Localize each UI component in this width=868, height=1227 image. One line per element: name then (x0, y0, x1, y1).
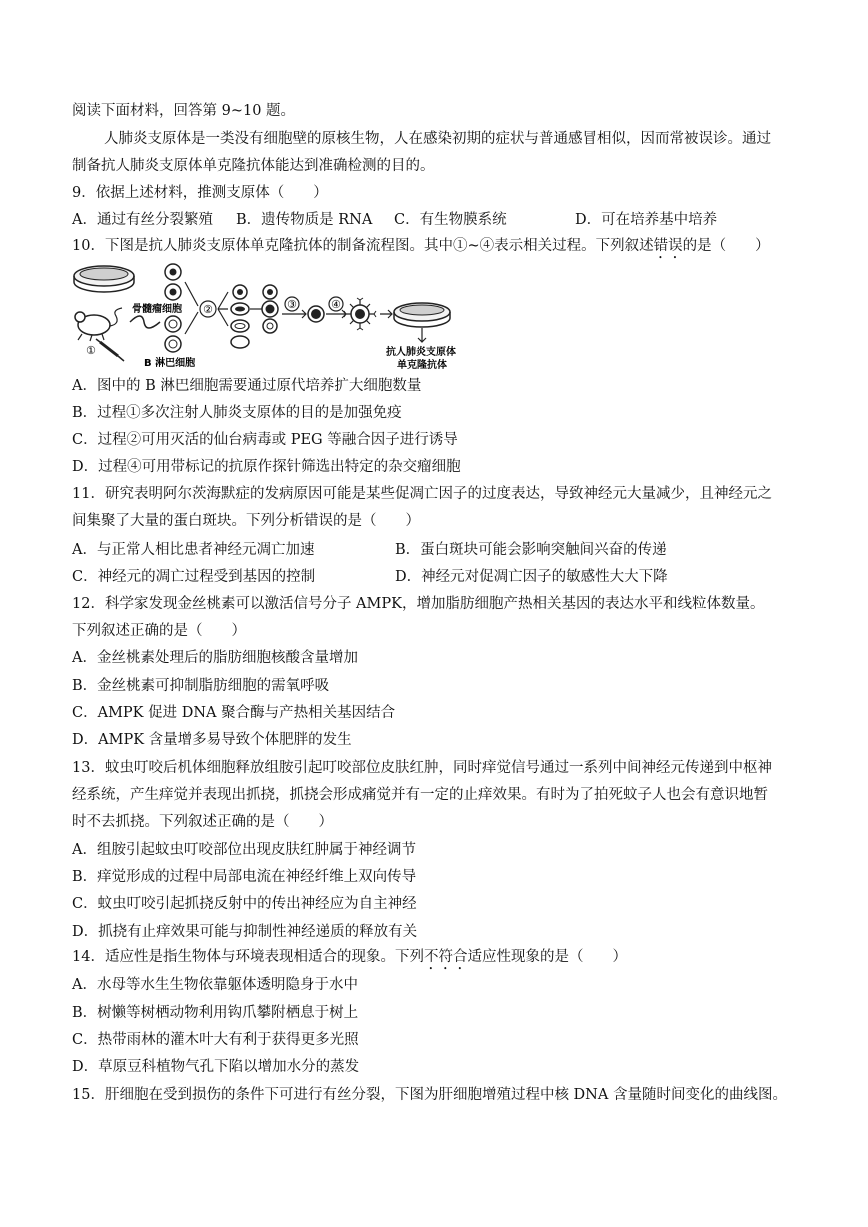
q11-option-c: C．神经元的凋亡过程受到基因的控制 (72, 569, 316, 585)
q10-stem-post: 的是（ ） (682, 238, 770, 254)
q14-stem-emphasis: 不符合 (423, 949, 468, 965)
label-product-2: 单克隆抗体 (397, 360, 447, 371)
q13-option-c: C．蚊虫叮咬引起抓挠反射中的传出神经应为自主神经 (72, 896, 417, 912)
q13-stem-line-2: 经系统，产生痒觉并表现出抓挠，抓挠会形成痛觉并有一定的止痒效果。有时为了拍死蚊子人也会有意识地暂 (72, 787, 768, 803)
hybridoma-cell-icon (308, 306, 324, 322)
arrow (380, 310, 392, 318)
step-1-label: ① (86, 344, 96, 357)
material-line-1: 人肺炎支原体是一类没有细胞壁的原核生物，人在感染初期的症状与普通感冒相似，因而常被误诊。通过 (104, 131, 771, 147)
q10-option-c: C．过程②可用灭活的仙台病毒或 PEG 等融合因子进行诱导 (72, 432, 458, 448)
q15-stem-line-1: 15．肝细胞在受到损伤的条件下可进行有丝分裂，下图为肝细胞增殖过程中核 DNA 含量随时间变化的曲线图。 (72, 1087, 787, 1103)
q9-stem: 9．依据上述材料，推测支原体（ ） (72, 185, 328, 201)
q12-option-b: B．金丝桃素可抑制脂肪细胞的需氧呼吸 (72, 678, 330, 694)
q14-stem-post: 适应性现象的是（ ） (467, 949, 627, 965)
q9-option-c: C．有生物膜系统 (394, 212, 507, 228)
culture-dish-product-icon (394, 303, 450, 327)
q14-option-a: A．水母等水生生物依靠躯体透明隐身于水中 (72, 977, 358, 993)
q13-option-a: A．组胺引起蚊虫叮咬部位出现皮肤红肿属于神经调节 (72, 842, 416, 858)
q12-stem-line-1: 12．科学家发现金丝桃素可以激活信号分子 AMPK，增加脂肪细胞产热相关基因的表达水平和线粒体数量。 (72, 596, 765, 612)
q12-stem-line-2: 下列叙述正确的是（ ） (72, 623, 246, 639)
q9-option-d: D．可在培养基中培养 (575, 212, 718, 228)
myeloma-cell-icon (165, 284, 181, 300)
arrow-down (418, 328, 426, 342)
q13-option-b: B．痒觉形成的过程中局部电流在神经纤维上双向传导 (72, 869, 417, 885)
step-4-label: ④ (331, 298, 341, 311)
antibody-secreting-cell-icon (344, 298, 376, 330)
label-myeloma: 骨髓瘤细胞 (132, 304, 182, 315)
culture-dish-top-icon (74, 266, 134, 292)
label-b-cell: B 淋巴细胞 (144, 358, 196, 369)
q11-option-d: D．神经元对促凋亡因子的敏感性大大下降 (395, 569, 668, 585)
q10-stem-pre: 10．下图是抗人肺炎支原体单克隆抗体的制备流程图。其中①~④表示相关过程。下列叙述 (72, 238, 654, 254)
q12-option-a: A．金丝桃素处理后的脂肪细胞核酸含量增加 (72, 650, 358, 666)
q14-option-c: C．热带雨林的灌木叶大有利于获得更多光照 (72, 1032, 359, 1048)
q13-stem-line-1: 13．蚊虫叮咬后机体细胞释放组胺引起叮咬部位皮肤红肿，同时痒觉信号通过一系列中间神经元传递到中枢神 (72, 760, 772, 776)
passage-intro: 阅读下面材料，回答第 9~10 题。 (72, 103, 296, 119)
split-lines (218, 292, 228, 326)
q11-stem-line-1: 11．研究表明阿尔茨海默症的发病原因可能是某些促凋亡因子的过度表达，导致神经元大量减少，且神经元之 (72, 486, 772, 502)
b-cell-icon (165, 316, 181, 332)
label-product-1: 抗人肺炎支原体 (386, 347, 456, 358)
monoclonal-antibody-flow-diagram (70, 262, 490, 372)
q10-stem-emphasis: 错误 (653, 238, 683, 254)
material-line-2: 制备抗人肺炎支原体单克隆抗体能达到准确检测的目的。 (72, 158, 435, 174)
q11-option-b: B．蛋白斑块可能会影响突触间兴奋的传递 (395, 542, 667, 558)
syringe-icon (96, 339, 124, 361)
q9-option-b: B．遗传物质是 RNA (236, 212, 373, 228)
fused-cell-group (231, 285, 249, 348)
hybridoma-cell-group (262, 285, 278, 333)
q14-stem-pre: 14．适应性是指生物体与环境表现相适合的现象。下列 (72, 949, 424, 965)
q10-option-b: B．过程①多次注射人肺炎支原体的目的是加强免疫 (72, 405, 402, 421)
b-cell-icon (165, 336, 181, 352)
q14-option-b: B．树懒等树栖动物利用钩爪攀附栖息于树上 (72, 1005, 359, 1021)
merge-lines (185, 282, 198, 334)
step-2-label: ② (203, 303, 213, 316)
q10-option-a: A．图中的 B 淋巴细胞需要通过原代培养扩大细胞数量 (72, 378, 422, 394)
myeloma-cell-icon (165, 264, 181, 280)
q12-option-d: D．AMPK 含量增多易导致个体肥胖的发生 (72, 732, 352, 748)
mouse-icon (75, 308, 122, 341)
q13-stem-line-3: 时不去抓挠。下列叙述正确的是（ ） (72, 814, 333, 830)
q9-option-a: A．通过有丝分裂繁殖 (72, 212, 213, 228)
q10-option-d: D．过程④可用带标记的抗原作探针筛选出特定的杂交瘤细胞 (72, 459, 461, 475)
q11-option-a: A．与正常人相比患者神经元凋亡加速 (72, 542, 315, 558)
q14-option-d: D．草原豆科植物气孔下陷以增加水分的蒸发 (72, 1059, 360, 1075)
q12-option-c: C．AMPK 促进 DNA 聚合酶与产热相关基因结合 (72, 705, 396, 721)
q11-stem-line-2: 间集聚了大量的蛋白斑块。下列分析错误的是（ ） (72, 513, 420, 529)
spleen-icon (130, 316, 160, 328)
q13-option-d: D．抓挠有止痒效果可能与抑制性神经递质的释放有关 (72, 924, 418, 940)
q10-stem (72, 236, 770, 262)
step-3-label: ③ (287, 298, 297, 311)
q14-stem (72, 947, 627, 973)
